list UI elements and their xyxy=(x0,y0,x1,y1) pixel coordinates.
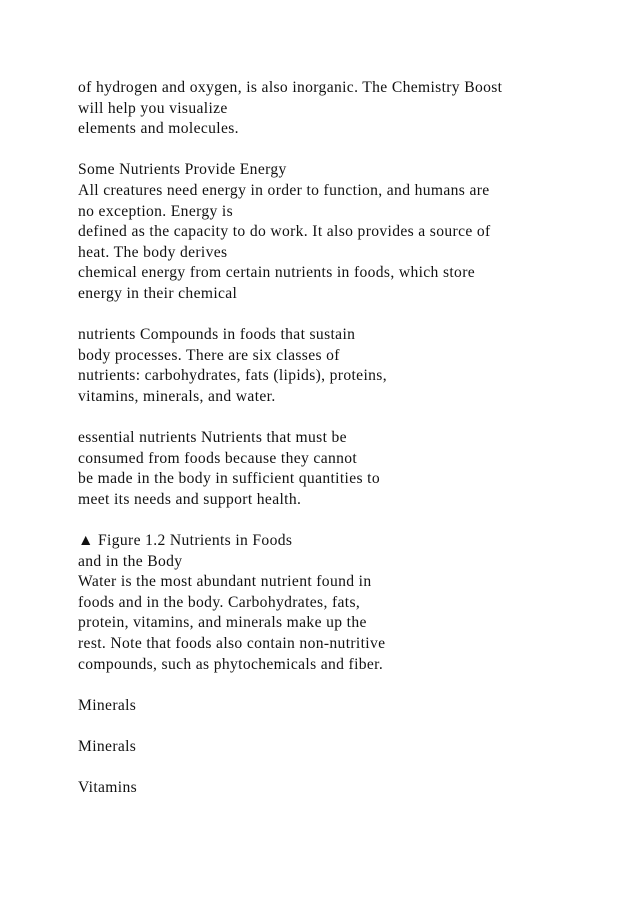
figure-label-minerals xyxy=(78,737,618,758)
figure-label: Vitamins xyxy=(78,779,138,797)
text-line: nutrients Compounds in foods that sustain xyxy=(78,326,356,344)
text-line: will help you visualize xyxy=(78,99,228,117)
text-line: body processes. There are six classes of xyxy=(78,346,340,364)
figure-title: ▲ Figure 1.2 Nutrients in Foods xyxy=(78,532,293,550)
figure-label: Minerals xyxy=(78,696,137,714)
text-line: compounds, such as phytochemicals and fiber. xyxy=(78,655,384,673)
text-line: be made in the body in sufficient quantities to xyxy=(78,470,380,488)
text-line: Water is the most abundant nutrient found in xyxy=(78,573,372,591)
text-line: vitamins, minerals, and water. xyxy=(78,387,276,405)
figure-label: Minerals xyxy=(78,738,137,755)
text-line: defined as the capacity to do work. It also provides a source of xyxy=(78,223,491,241)
figure-label-vitamins xyxy=(78,778,618,799)
text-line: of hydrogen and oxygen, is also inorganic. The Chemistry Boost xyxy=(78,79,503,96)
text-line: chemical energy from certain nutrients in foods, which store xyxy=(78,264,476,282)
text-line: elements and molecules. xyxy=(78,120,239,138)
figure-title: and in the Body xyxy=(78,552,183,570)
text-line: no exception. Energy is xyxy=(78,202,234,220)
figure-label-minerals xyxy=(78,696,618,717)
section-heading: Some Nutrients Provide Energy xyxy=(78,161,287,179)
paragraph-nutrients-energy xyxy=(78,160,618,304)
text-line: rest. Note that foods also contain non-nutritive xyxy=(78,635,386,653)
text-line: consumed from foods because they cannot xyxy=(78,449,358,467)
text-line: meet its needs and support health. xyxy=(78,490,302,508)
text-line: All creatures need energy in order to function, and humans are xyxy=(78,181,490,199)
text-line: protein, vitamins, and minerals make up the xyxy=(78,614,367,632)
text-line: essential nutrients Nutrients that must be xyxy=(78,429,347,447)
paragraph-chemistry-boost xyxy=(78,78,618,140)
text-line: foods and in the body. Carbohydrates, fats, xyxy=(78,593,361,611)
text-line: energy in their chemical xyxy=(78,284,238,302)
definition-essential-nutrients xyxy=(78,428,618,510)
text-line: nutrients: carbohydrates, fats (lipids), proteins, xyxy=(78,367,387,385)
definition-nutrients xyxy=(78,325,618,407)
figure-caption xyxy=(78,531,618,675)
document-page xyxy=(78,78,618,819)
text-line: heat. The body derives xyxy=(78,243,228,261)
